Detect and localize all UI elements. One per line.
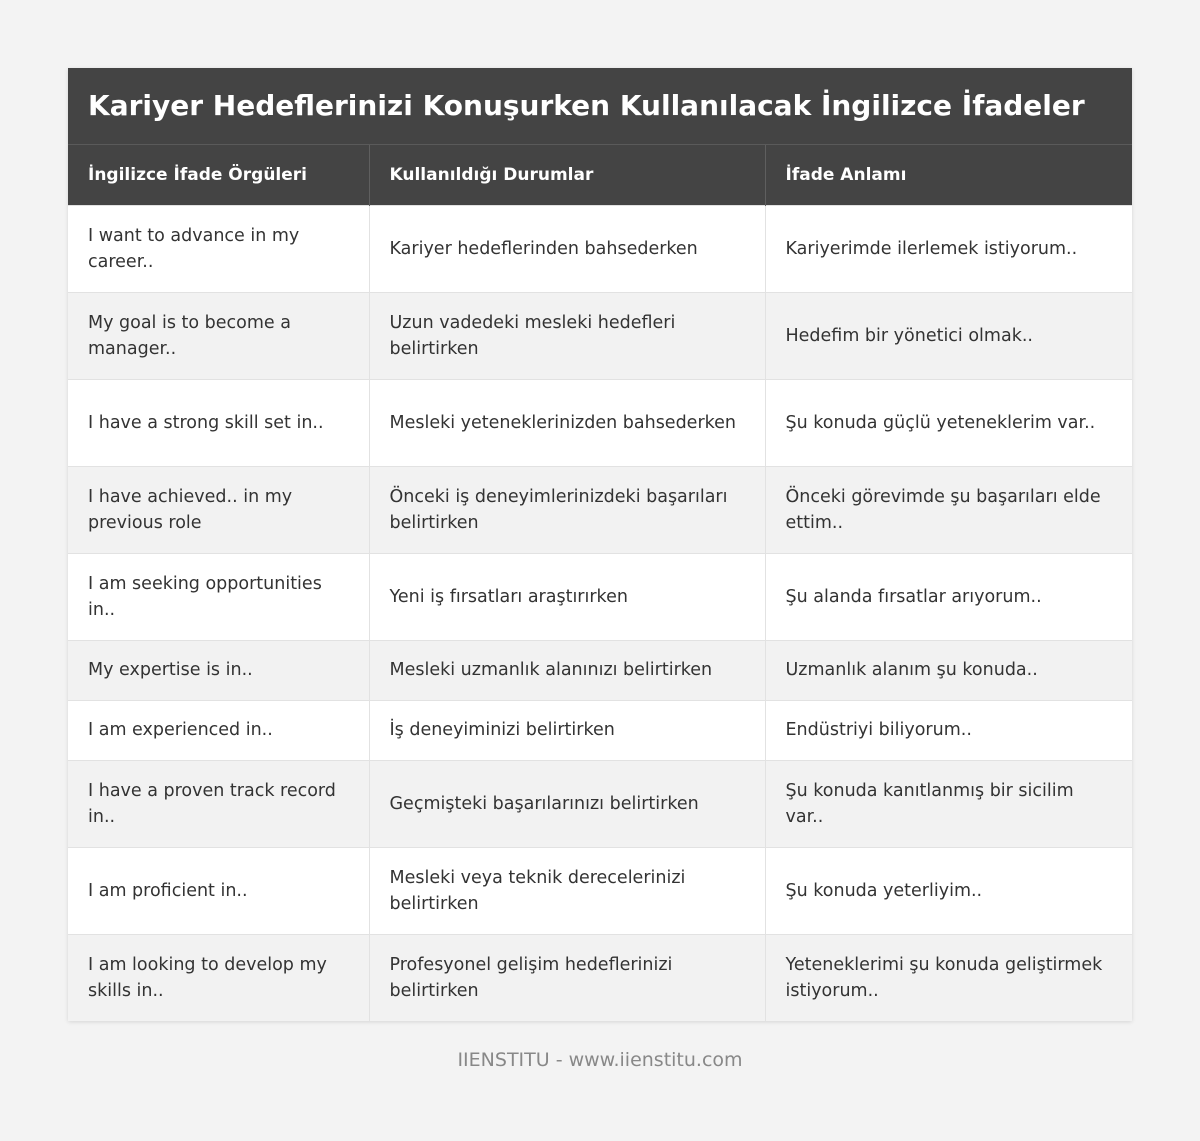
- meaning-cell: Hedefim bir yönetici olmak..: [765, 292, 1132, 379]
- table-card: [68, 68, 1132, 1021]
- phrases-table: [68, 145, 1132, 1021]
- phrase-cell: My goal is to become a manager..: [68, 292, 369, 379]
- usage-cell: Geçmişteki başarılarınızı belirtirken: [369, 760, 765, 847]
- meaning-cell: Yeteneklerimi şu konuda geliştirmek istiyorum..: [765, 934, 1132, 1021]
- table-row: [68, 934, 1132, 1021]
- meaning-cell: Kariyerimde ilerlemek istiyorum..: [765, 205, 1132, 292]
- table-row: [68, 553, 1132, 640]
- column-header-phrase: İngilizce İfade Örgüleri: [68, 145, 369, 205]
- phrase-cell: I am looking to develop my skills in..: [68, 934, 369, 1021]
- usage-cell: Yeni iş fırsatları araştırırken: [369, 553, 765, 640]
- table-row: [68, 292, 1132, 379]
- column-header-meaning: İfade Anlamı: [765, 145, 1132, 205]
- meaning-cell: Endüstriyi biliyorum..: [765, 700, 1132, 760]
- phrase-cell: I am proficient in..: [68, 847, 369, 934]
- phrase-cell: I am experienced in..: [68, 700, 369, 760]
- usage-cell: Mesleki veya teknik derecelerinizi belirtirken: [369, 847, 765, 934]
- table-row: [68, 379, 1132, 466]
- table-row: [68, 700, 1132, 760]
- table-row: [68, 205, 1132, 292]
- usage-cell: Mesleki yeteneklerinizden bahsederken: [369, 379, 765, 466]
- usage-cell: Önceki iş deneyimlerinizdeki başarıları belirtirken: [369, 466, 765, 553]
- meaning-cell: Önceki görevimde şu başarıları elde ettim..: [765, 466, 1132, 553]
- phrase-cell: I have a proven track record in..: [68, 760, 369, 847]
- table-row: [68, 847, 1132, 934]
- phrase-cell: I have achieved.. in my previous role: [68, 466, 369, 553]
- meaning-cell: Şu alanda fırsatlar arıyorum..: [765, 553, 1132, 640]
- usage-cell: İş deneyiminizi belirtirken: [369, 700, 765, 760]
- table-title: Kariyer Hedeflerinizi Konuşurken Kullanılacak İngilizce İfadeler: [68, 68, 1132, 145]
- phrase-cell: I want to advance in my career..: [68, 205, 369, 292]
- table-row: [68, 466, 1132, 553]
- usage-cell: Kariyer hedeflerinden bahsederken: [369, 205, 765, 292]
- meaning-cell: Şu konuda yeterliyim..: [765, 847, 1132, 934]
- usage-cell: Profesyonel gelişim hedeflerinizi belirtirken: [369, 934, 765, 1021]
- header-row: [68, 145, 1132, 205]
- table-row: [68, 640, 1132, 700]
- meaning-cell: Şu konuda güçlü yeteneklerim var..: [765, 379, 1132, 466]
- phrase-cell: I have a strong skill set in..: [68, 379, 369, 466]
- usage-cell: Mesleki uzmanlık alanınızı belirtirken: [369, 640, 765, 700]
- table-row: [68, 760, 1132, 847]
- meaning-cell: Şu konuda kanıtlanmış bir sicilim var..: [765, 760, 1132, 847]
- phrase-cell: I am seeking opportunities in..: [68, 553, 369, 640]
- column-header-usage: Kullanıldığı Durumlar: [369, 145, 765, 205]
- meaning-cell: Uzmanlık alanım şu konuda..: [765, 640, 1132, 700]
- phrase-cell: My expertise is in..: [68, 640, 369, 700]
- usage-cell: Uzun vadedeki mesleki hedefleri belirtirken: [369, 292, 765, 379]
- footer-credit: IIENSTITU - www.iienstitu.com: [457, 1049, 743, 1071]
